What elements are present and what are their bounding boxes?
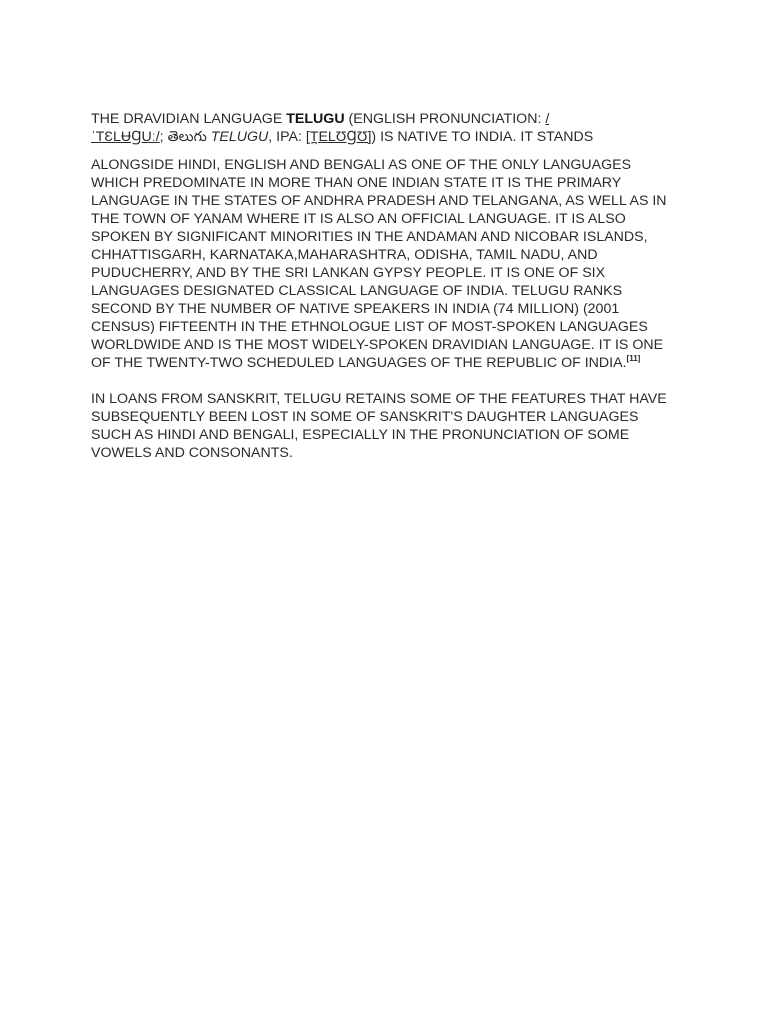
pronunciation-link-english[interactable]: ˈTƐLɄꞬUː/	[91, 129, 160, 145]
paragraph-intro	[91, 110, 681, 146]
paragraph-main	[91, 156, 681, 372]
telugu-bold: TELUGU	[286, 111, 345, 127]
intro-text-3: ;	[159, 129, 168, 145]
telugu-italic: TELUGU	[210, 129, 269, 145]
intro-text-6: ) IS NATIVE TO INDIA. IT STANDS	[371, 129, 594, 145]
sanskrit-text: IN LOANS FROM SANSKRIT, TELUGU RETAINS SOME OF THE FEATURES THAT HAVE SUBSEQUENTLY BEEN LOST IN SOME OF SANSKRIT'S DAUGHTER LANGUAGES SUCH AS HINDI AND BENGALI, ESPECIALLY IN THE PRONUNCIATION OF SOME VOWELS AND CONSONANTS.	[91, 391, 667, 461]
intro-text-5: , IPA:	[268, 129, 306, 145]
ipa-native-link[interactable]: [T̪ELƱꞬƱ]	[305, 129, 372, 145]
intro-text-2: (ENGLISH PRONUNCIATION:	[344, 111, 546, 127]
document-body	[91, 110, 681, 462]
main-text: ALONGSIDE HINDI, ENGLISH AND BENGALI AS ONE OF THE ONLY LANGUAGES WHICH PREDOMINATE IN MORE THAN ONE INDIAN STATE IT IS THE PRIMARY LANGUAGE IN THE STATES OF ANDHRA PRADESH AND TELANGANA, AS WELL AS IN THE TOWN OF YANAM WHERE IT IS ALSO AN OFFICIAL LANGUAGE. IT IS ALSO SPOKEN BY SIGNIFICANT MINORITIES IN THE ANDAMAN AND NICOBAR ISLANDS, CHHATTISGARH, KARNATAKA,MAHARASHTRA, ODISHA, TAMIL NADU, AND PUDUCHERRY, AND BY THE SRI LANKAN GYPSY PEOPLE. IT IS ONE OF SIX LANGUAGES DESIGNATED CLASSICAL LANGUAGE OF INDIA. TELUGU RANKS SECOND BY THE NUMBER OF NATIVE SPEAKERS IN INDIA (74 MILLION) (2001 CENSUS) FIFTEENTH IN THE ETHNOLOGUE LIST OF MOST-SPOKEN LANGUAGES WORLDWIDE AND IS THE MOST WIDELY-SPOKEN DRAVIDIAN LANGUAGE. IT IS ONE OF THE TWENTY-TWO SCHEDULED LANGUAGES OF THE REPUBLIC OF INDIA.	[91, 157, 667, 371]
citation-link[interactable]: [11]	[626, 354, 641, 363]
pronunciation-link-slash[interactable]: /	[545, 111, 550, 127]
paragraph-sanskrit	[91, 390, 681, 462]
intro-text-1: THE DRAVIDIAN LANGUAGE	[91, 111, 287, 127]
telugu-script: తెలుగు	[167, 129, 207, 145]
